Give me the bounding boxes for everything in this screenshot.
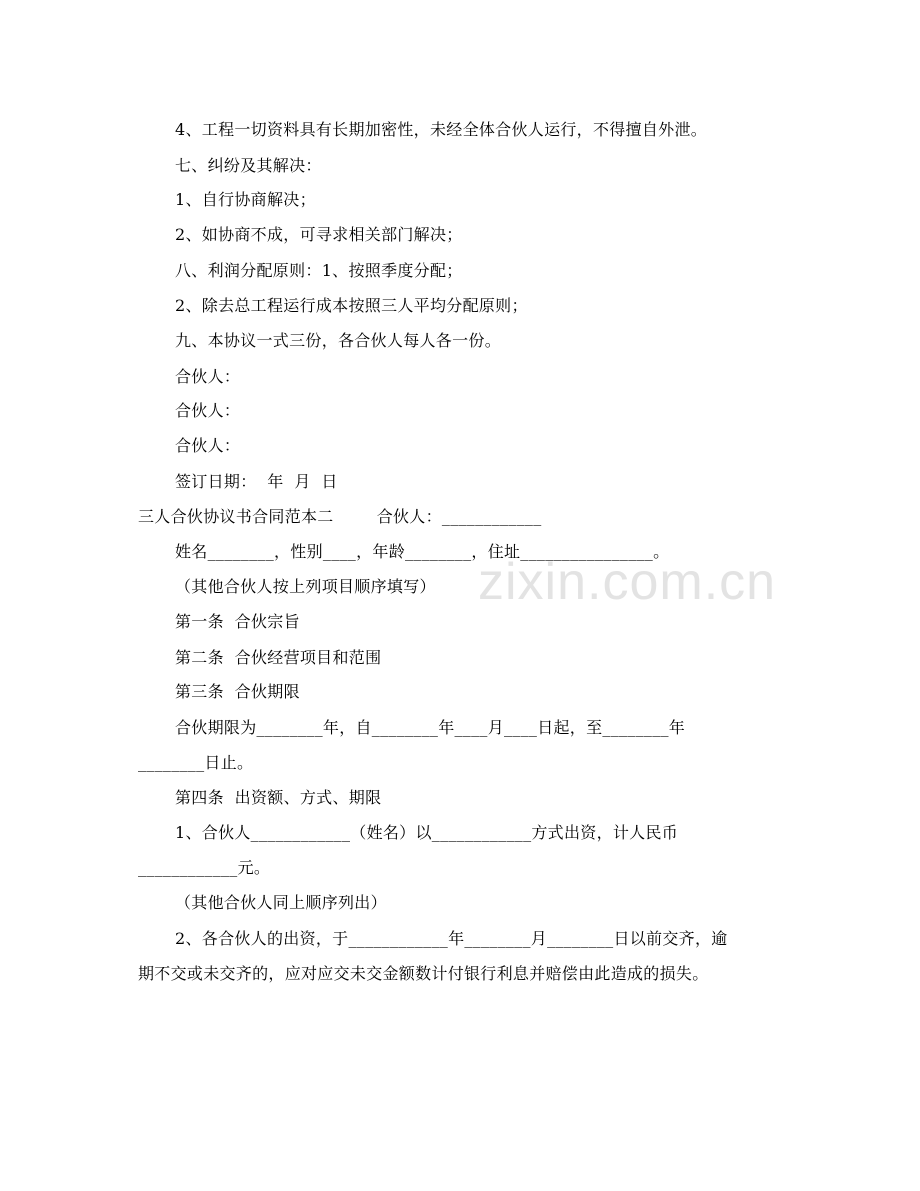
note-line: （其他合伙人按上列项目顺序填写） xyxy=(175,577,436,596)
clause-line-continued: 期不交或未交齐的，应对应交未交金额数计付银行利息并赔偿由此造成的损失。 xyxy=(138,964,709,983)
section-heading: 七、纠纷及其解决： xyxy=(175,156,322,175)
document-title: 三人合伙协议书合同范本二 合伙人：____________ xyxy=(138,507,542,526)
signature-line: 合伙人： xyxy=(175,367,241,386)
signing-date-line: 签订日期： 年 月 日 xyxy=(175,472,338,491)
clause-line: 4、工程一切资料具有长期加密性，未经全体合伙人运行，不得擅自外泄。 xyxy=(175,120,708,139)
clause-line: 1、合伙人____________（姓名）以____________方式出资，计人民币 xyxy=(175,823,679,842)
clause-line: 2、如协商不成，可寻求相关部门解决； xyxy=(175,225,463,244)
clause-line-continued: ____________元。 xyxy=(138,858,271,877)
section-heading: 八、利润分配原则：1、按照季度分配； xyxy=(175,261,463,280)
clause-line: 2、各合伙人的出资，于____________年________月________日以前交齐，逾 xyxy=(175,929,728,948)
signature-line: 合伙人： xyxy=(175,436,241,455)
watermark: zixin.com.cn xyxy=(478,553,777,611)
article-heading: 第二条 合伙经营项目和范围 xyxy=(175,648,382,667)
clause-line: 2、除去总工程运行成本按照三人平均分配原则； xyxy=(175,296,528,315)
article-heading: 第三条 合伙期限 xyxy=(175,682,300,701)
section-heading: 九、本协议一式三份，各合伙人每人各一份。 xyxy=(175,331,502,350)
clause-line: 1、自行协商解决； xyxy=(175,190,316,209)
article-heading: 第四条 出资额、方式、期限 xyxy=(175,788,382,807)
article-heading: 第一条 合伙宗旨 xyxy=(175,612,300,631)
signature-line: 合伙人： xyxy=(175,401,241,420)
note-line: （其他合伙人同上顺序列出） xyxy=(175,893,387,912)
clause-line-continued: ________日止。 xyxy=(138,753,254,772)
clause-line: 合伙期限为________年，自________年____月____日起，至________年 xyxy=(175,718,686,737)
partner-info-line: 姓名________，性别____，年龄________，住址________________。 xyxy=(175,542,670,561)
